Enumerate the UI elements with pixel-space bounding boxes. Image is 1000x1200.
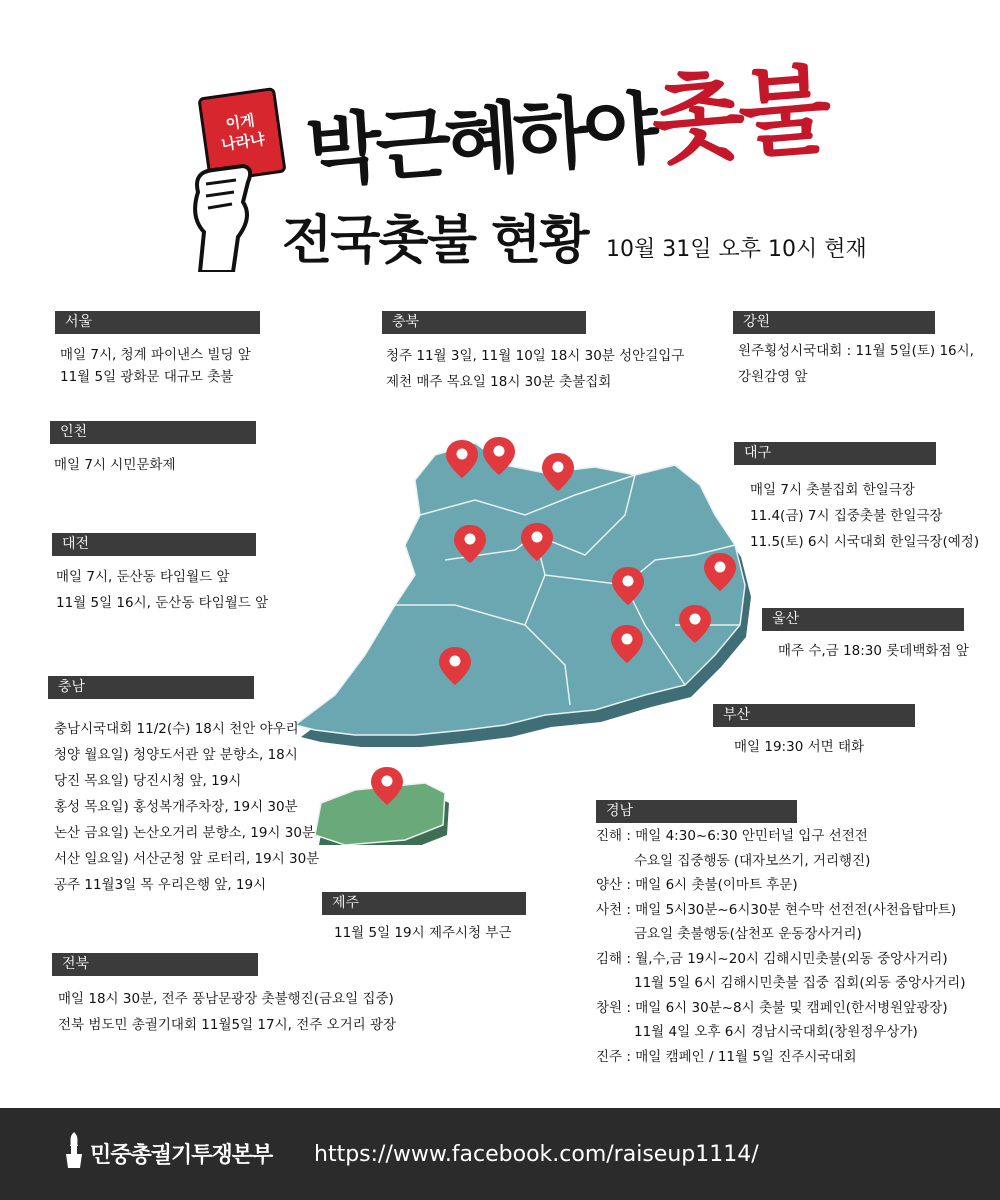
region-header-ulsan: 울산 xyxy=(762,608,964,631)
region-text-gyeongnam: 진해 : 매일 4:30~6:30 안민터널 입구 선전전 수요일 집중행동 (대자보쓰기, 거리행진) 양산 : 매일 6시 촛불(이마트 후문) 사천 : 매일 5시30분~6시30분 현수막 선전전(사천읍탑마트) 금요일 촛불행동(삼천포 운동장사거리) 김해 : 월,수,금 19시~20시 김해시민촛불(외동 중앙사거리) 11월 5일 6시 김해시민촛불 집중 집회(외동 중앙사거리) 창원 : 매일 6시 30분~8시 촛불 및 캠페인(한서병원앞광장) 11월 4일 오후 6시 경남시국대회(창원정우상가) 진주 : 매일 캠페인 / 11월 5일 진주시국대회 xyxy=(596,828,966,1065)
card-line-1: 이게 xyxy=(224,111,256,134)
region-header-seoul: 서울 xyxy=(55,311,260,334)
region-header-jeonbuk: 전북 xyxy=(52,953,258,976)
region-text-chungbuk: 청주 11월 3일, 11월 10일 18시 30분 성안길입구 제천 매주 목요일 18시 30분 촛불집회 xyxy=(386,348,685,390)
region-text-busan: 매일 19:30 서면 태화 xyxy=(734,739,865,755)
date-label: 10월 31일 오후 10시 현재 xyxy=(606,237,867,262)
card-line-2: 나라냐 xyxy=(220,129,266,154)
region-header-jeju: 제주 xyxy=(322,892,526,915)
region-header-incheon: 인천 xyxy=(50,421,256,444)
region-text-ulsan: 매주 수,금 18:30 롯데백화점 앞 xyxy=(778,643,969,659)
brush-title-red: 촛불 xyxy=(648,52,830,178)
region-text-daejeon: 매일 7시, 둔산동 타임월드 앞 11월 5일 16시, 둔산동 타임월드 앞 xyxy=(56,569,269,611)
footer-url-link[interactable]: https://www.facebook.com/raiseup1114/ xyxy=(314,1142,759,1167)
region-text-chungnam: 충남시국대회 11/2(수) 18시 천안 야우리 청양 월요일) 청양도서관 앞 분향소, 18시 당진 목요일) 당진시청 앞, 19시 홍성 목요일) 홍성복개주차장, 19시 30분 논산 금요일) 논산오거리 분향소, 19시 30분 서산 일요일) 서산군청 앞 로터리, 19시 30분 공주 11월3일 목 우리은행 앞, 19시 xyxy=(54,721,320,893)
region-text-daegu: 매일 7시 촛불집회 한일극장 11.4(금) 7시 집중촛불 한일극장 11.5(토) 6시 시국대회 한일극장(예정) xyxy=(750,482,980,550)
page-title: 전국촛불 현황 xyxy=(282,211,588,271)
region-header-gangwon: 강원 xyxy=(733,311,935,334)
region-header-daegu: 대구 xyxy=(734,442,936,465)
hand-icon xyxy=(188,162,258,272)
brush-title xyxy=(301,34,830,207)
region-text-jeju: 11월 5일 19시 제주시청 부근 xyxy=(334,925,512,941)
region-header-chungbuk: 충북 xyxy=(382,311,586,334)
region-text-gangwon: 원주횡성시국대회 : 11월 5일(토) 16시, 강원감영 앞 xyxy=(738,343,974,385)
region-text-seoul: 매일 7시, 청계 파이낸스 빌딩 앞 11월 5일 광화문 대규모 촛불 xyxy=(60,347,251,385)
region-header-busan: 부산 xyxy=(713,704,915,727)
torch-logo-icon xyxy=(62,1130,86,1170)
region-header-gyeongnam: 경남 xyxy=(596,800,797,823)
region-header-daejeon: 대전 xyxy=(52,533,256,556)
region-text-incheon: 매일 7시 시민문화제 xyxy=(54,457,176,473)
brush-title-black: 박근혜하야 xyxy=(303,83,656,198)
footer-org-logo: 민중총궐기투쟁본부 xyxy=(90,1143,273,1168)
region-text-jeonbuk: 매일 18시 30분, 전주 풍남문광장 촛불행진(금요일 집중) 전북 범도민 총궐기대회 11월5일 17시, 전주 오거리 광장 xyxy=(58,991,397,1033)
region-header-chungnam: 충남 xyxy=(48,676,254,699)
korea-map xyxy=(295,425,755,845)
